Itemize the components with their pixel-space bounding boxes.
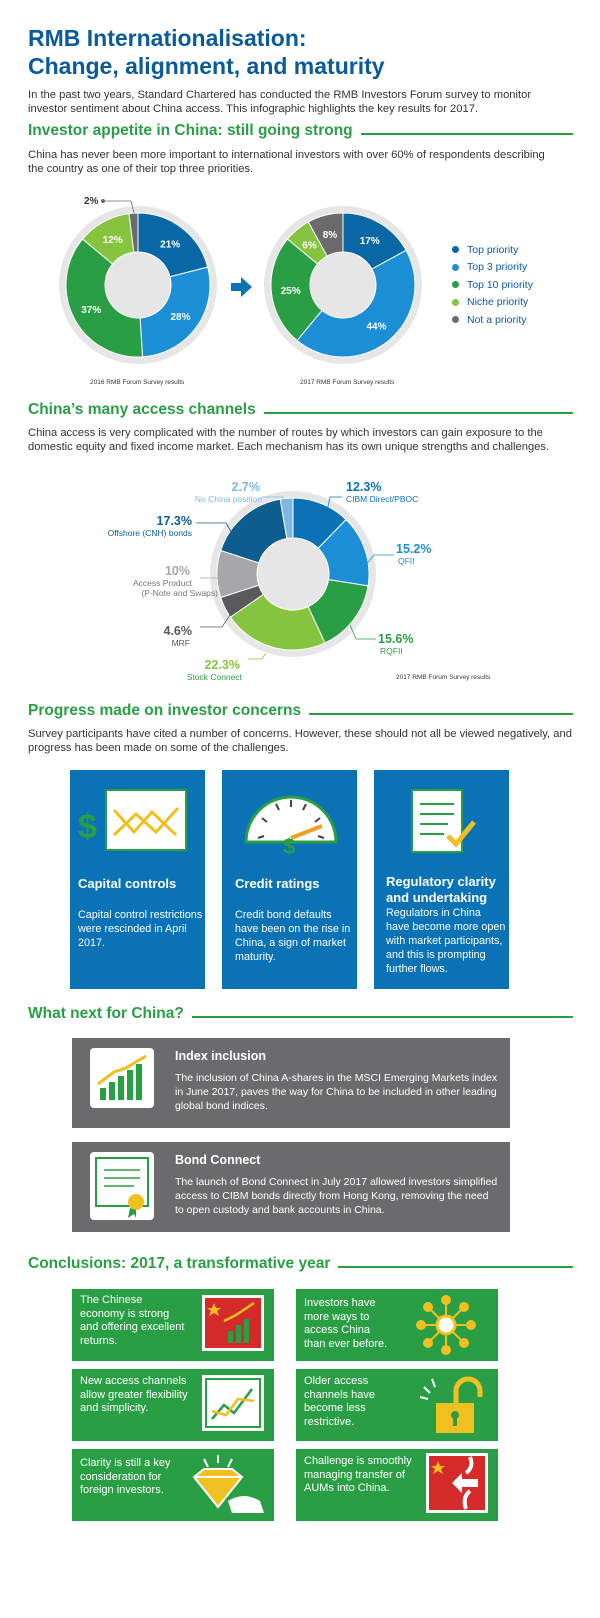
conclusion-text: Investors have more ways to access China than ever before. (304, 1297, 388, 1350)
bar-growth-icon (90, 1048, 154, 1108)
card-text: Credit bond defaults have been on the rise in China, a sign of market maturity. (235, 909, 351, 963)
label-rqfii-pct: 15.6% (378, 632, 414, 646)
card-text: Regulators in China have become more open with market participants, and this is prompting further flows. (386, 907, 506, 975)
label-2pct: 2% (84, 196, 99, 207)
caption-2016: 2016 RMB Forum Survey results (90, 379, 185, 386)
title-line-1: RMB Internationalisation: (28, 25, 307, 51)
donut-slice-label: 17% (359, 235, 380, 247)
document-check-icon (404, 784, 484, 864)
label-no-china-pct: 2.7% (231, 480, 260, 494)
label-mrf: MRF (171, 638, 190, 648)
label-access-2: (P-Note and Swaps) (141, 588, 218, 598)
card-text: Capital control restrictions were rescinded in April 2017. (78, 909, 203, 949)
card-title: Regulatory clarity and undertaking (386, 874, 496, 905)
item-text: The inclusion of China A-shares in the MSCI Emerging Markets index in June 2017, paves the way for China to be included in other leading global bond indices. (175, 1072, 498, 1112)
conclusion-text: Challenge is smoothly managing transfer of AUMs into China. (304, 1455, 412, 1494)
donut-slice-label: 37% (81, 304, 102, 316)
label-mrf-pct: 4.6% (163, 624, 192, 638)
conclusion-text: Older access channels have become less restrictive. (304, 1375, 375, 1428)
gauge-icon (236, 780, 346, 860)
donut-slice-label: 8% (322, 230, 338, 242)
conclusion-text: Clarity is still a key consideration for foreign investors. (80, 1457, 171, 1496)
conclusion-text: New access channels allow greater flexibility and simplicity. (80, 1375, 188, 1414)
label-rqfii: RQFII (380, 646, 403, 656)
label-stock: Stock Connect (186, 672, 242, 682)
card-title: Capital controls (78, 876, 177, 891)
open-padlock-icon (418, 1373, 488, 1439)
legend-item: Niche priority (452, 294, 533, 312)
card-title: Credit ratings (235, 876, 320, 891)
conclusion-box-older-channels (296, 1369, 498, 1441)
donut-slice-label: 25% (280, 285, 301, 297)
legend-item: Top priority (452, 241, 533, 259)
conclusion-box-challenge (296, 1449, 498, 1521)
network-icon (414, 1293, 478, 1357)
china-flag-chart-icon (202, 1295, 268, 1355)
intro-text: In the past two years, Standard Chartered has conducted the RMB Investors Forum survey to monitor investor sentiment about China access. This infographic highlights the key results for 2017. (28, 89, 532, 115)
label-qfii-pct: 15.2% (396, 542, 432, 556)
legend-item: Top 10 priority (452, 276, 533, 294)
label-qfii: QFII (398, 556, 415, 566)
donut-slice-label: 12% (102, 234, 123, 246)
label-access-pct: 10% (164, 564, 190, 578)
section-heading-appetite: Investor appetite in China: still going strong (28, 122, 573, 140)
donut-slice-label: 6% (302, 240, 317, 252)
priority-legend (452, 241, 533, 329)
caption-2017: 2017 RMB Forum Survey results (300, 379, 395, 386)
access-channels-donut (0, 475, 600, 690)
section-body-concerns: Survey participants have cited a number of concerns. However, these should not all be viewed negatively, and progress has been made on some of the challenges. (28, 728, 572, 754)
item-title: Index inclusion (175, 1049, 266, 1063)
conclusion-text: The Chinese economy is strong and offering excellent returns. (80, 1294, 185, 1347)
donut-slice-label: 44% (366, 321, 387, 333)
china-flag-arrows-icon (426, 1453, 492, 1517)
what-next-index-inclusion (72, 1038, 510, 1128)
page-title (28, 24, 385, 80)
donut-2017 (264, 206, 422, 364)
dollar-chart-icon (78, 780, 198, 860)
diamond-icon (184, 1451, 268, 1519)
label-cibm: CIBM Direct/PBOC (346, 494, 419, 504)
label-access-1: Access Product (132, 578, 192, 588)
what-next-bond-connect (72, 1142, 510, 1232)
conclusion-box-clarity (72, 1449, 274, 1521)
section-body-appetite: China has never been more important to international investors with over 60% of respondents describing the country as one of their top three priorities. (28, 149, 545, 175)
section-heading-conclusions: Conclusions: 2017, a transformative year (28, 1255, 573, 1273)
label-offshore-pct: 17.3% (156, 514, 192, 528)
section-heading-concerns: Progress made on investor concerns (28, 702, 573, 720)
donut-access (210, 491, 376, 657)
donut-2016 (59, 206, 217, 364)
conclusion-box-ways (296, 1289, 498, 1361)
label-cibm-pct: 12.3% (346, 480, 382, 494)
concern-card-credit-ratings (222, 770, 357, 989)
label-offshore: Offshore (CNH) bonds (107, 528, 192, 538)
legend-item: Top 3 priority (452, 259, 533, 277)
section-heading-access: China’s many access channels (28, 401, 573, 419)
label-no-china: No China position (194, 494, 262, 504)
donut-slice-label: 28% (170, 311, 191, 323)
svg-text:$: $ (78, 808, 97, 846)
title-line-2: Change, alignment, and maturity (28, 53, 385, 79)
certificate-icon (90, 1152, 154, 1220)
donut-slice-label: 21% (160, 239, 181, 251)
svg-text:$: $ (283, 834, 296, 859)
legend-item: Not a priority (452, 311, 533, 329)
section-body-access: China access is very complicated with the number of routes by which investors can gain exposure to the domestic equity and fixed income market. Each mechanism has its own unique strengths and challenges. (28, 427, 550, 453)
concern-card-capital-controls (70, 770, 205, 989)
concern-card-regulatory (374, 770, 509, 989)
conclusion-box-new-channels (72, 1369, 274, 1441)
conclusion-box-economy (72, 1289, 274, 1361)
caption-access: 2017 RMB Forum Survey results (396, 674, 491, 681)
arrow-right-icon (231, 277, 252, 297)
item-text: The launch of Bond Connect in July 2017 allowed investors simplified access to CIBM bonds directly from Hong Kong, removing the need to open custody and bank accounts in China. (175, 1176, 498, 1216)
label-stock-pct: 22.3% (204, 658, 240, 672)
item-title: Bond Connect (175, 1153, 261, 1167)
line-chart-icon (202, 1375, 268, 1435)
section-heading-what-next: What next for China? (28, 1005, 573, 1023)
